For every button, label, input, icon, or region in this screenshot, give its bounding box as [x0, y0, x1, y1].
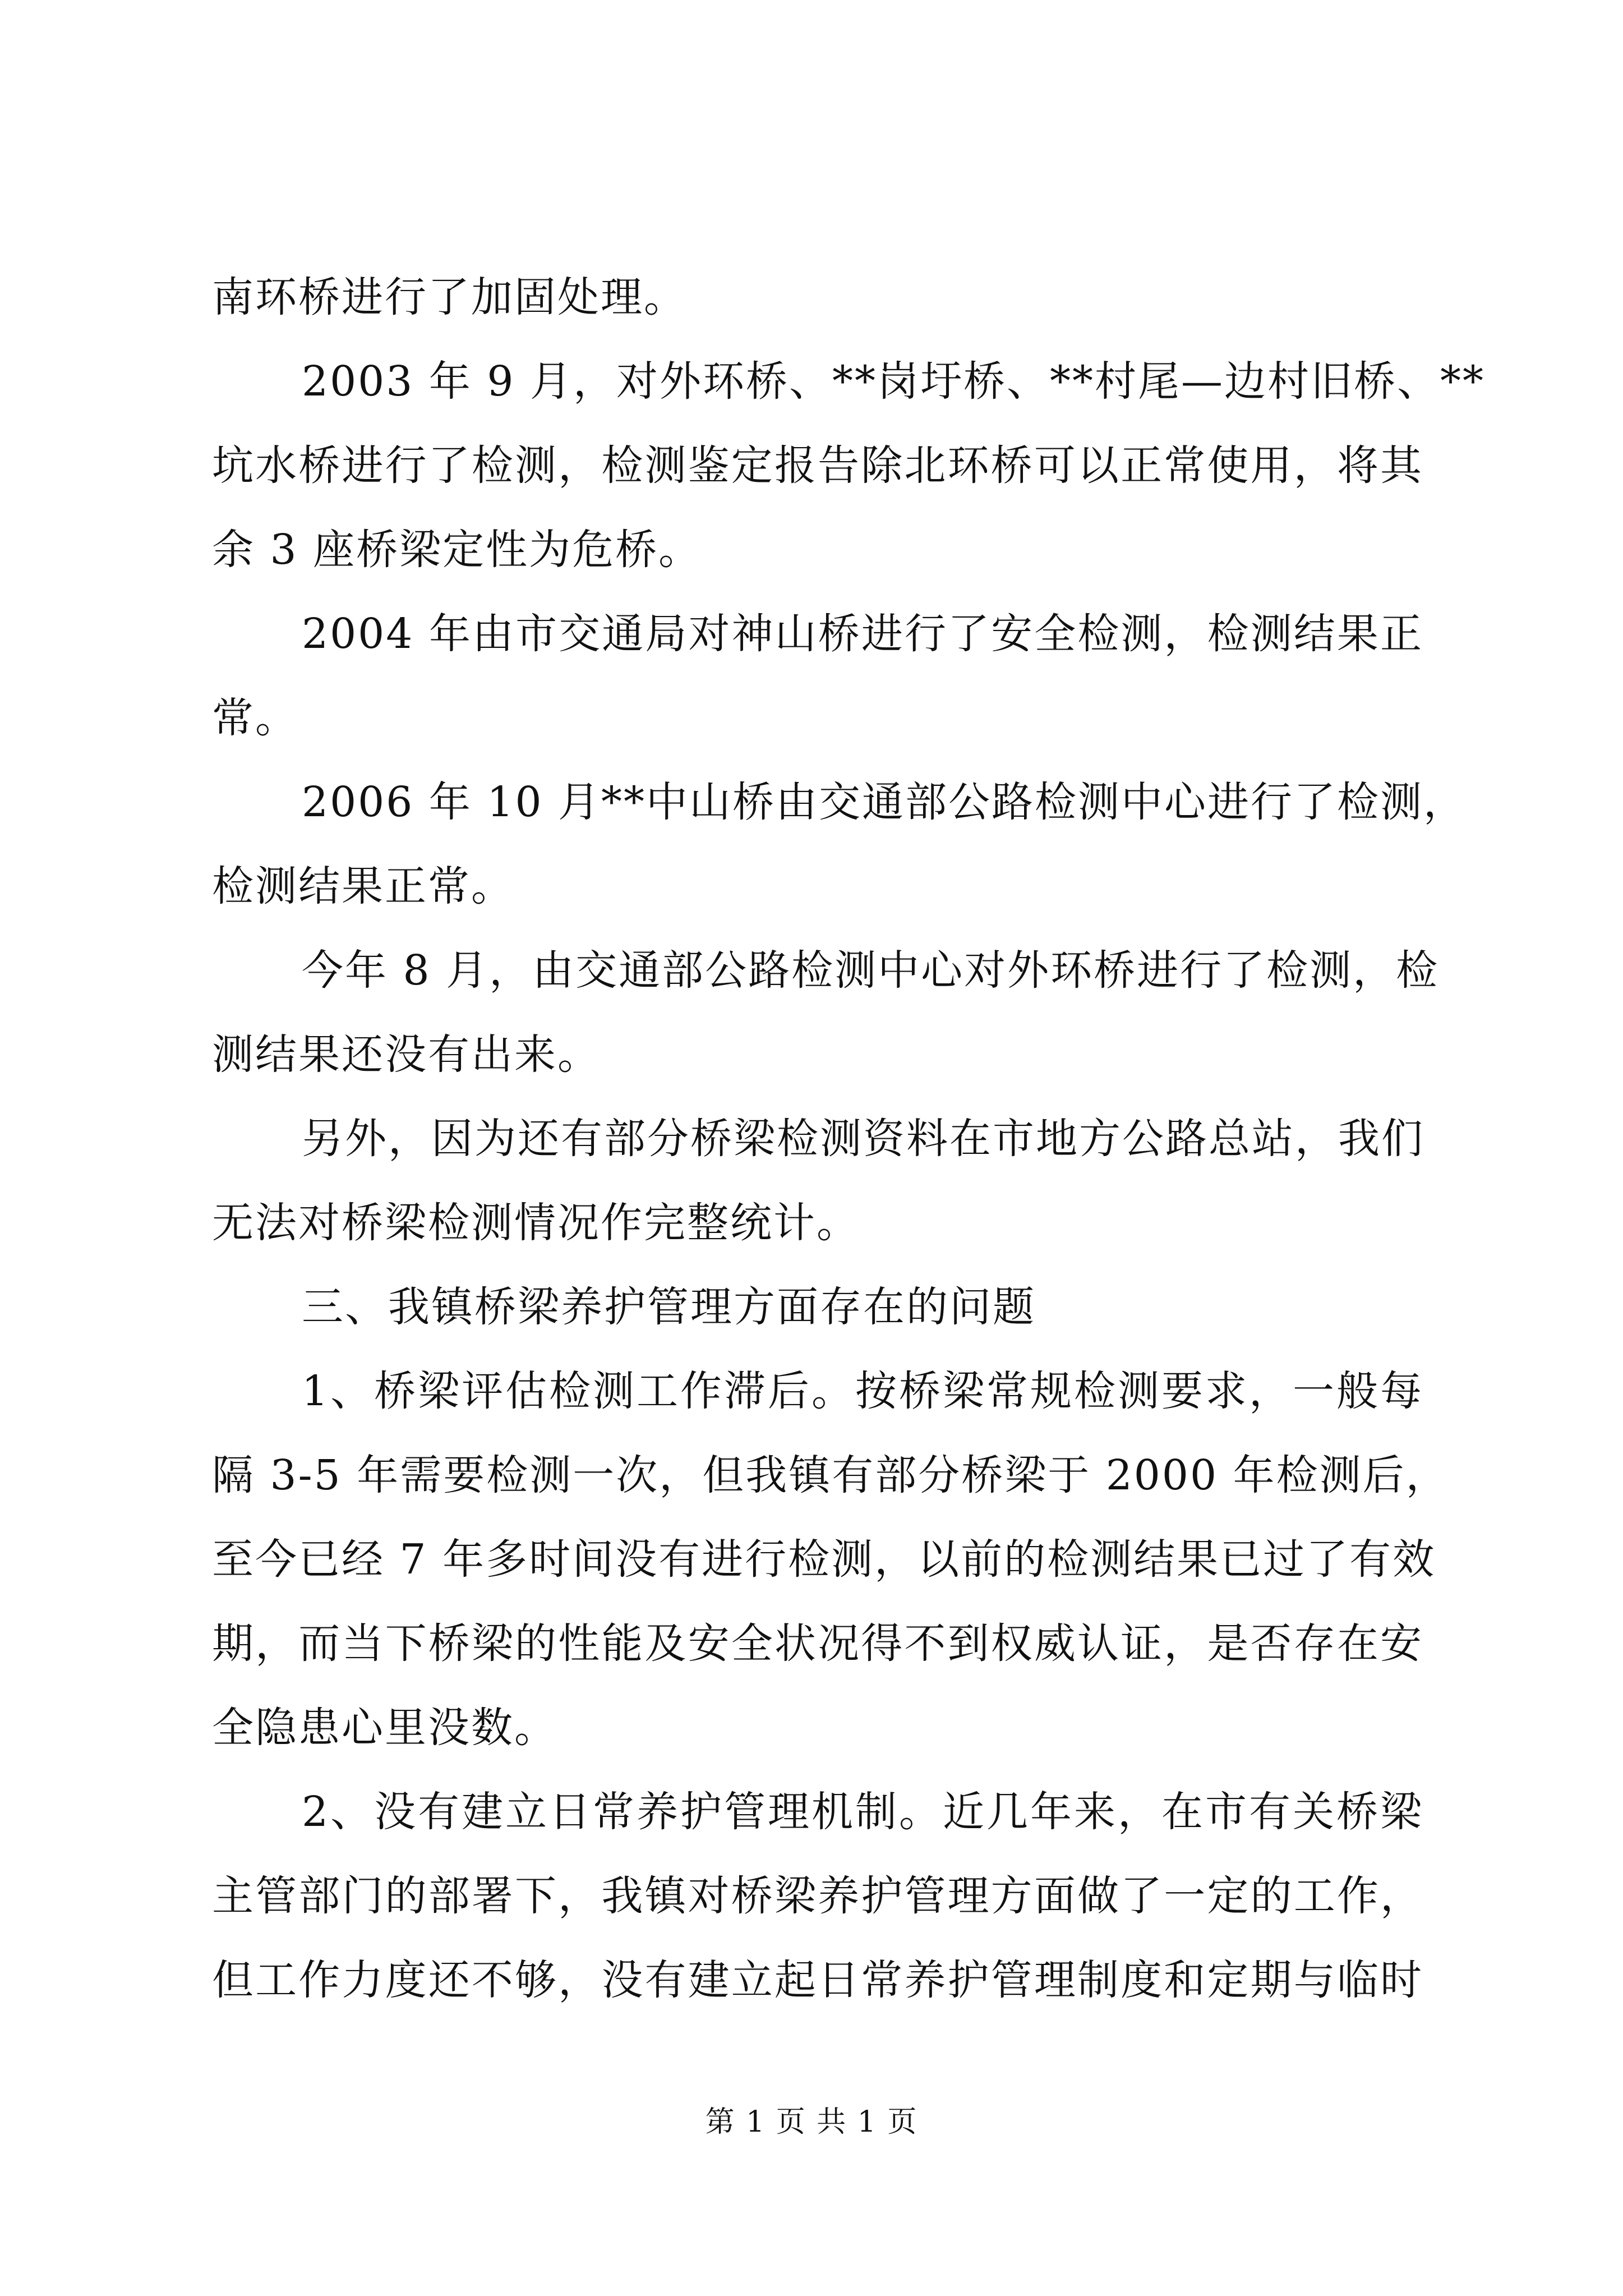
text-line: 测结果还没有出来。	[212, 1030, 601, 1079]
text-line: 隔 3-5 年需要检测一次，但我镇有部分桥梁于 2000 年检测后，	[212, 1451, 1449, 1499]
text-line: 今年 8 月，由交通部公路检测中心对外环桥进行了检测，检	[302, 946, 1440, 995]
text-line: 至今已经 7 年多时间没有进行检测，以前的检测结果已过了有效	[212, 1535, 1436, 1584]
text-line: 期，而当下桥梁的性能及安全状况得不到权威认证，是否存在安	[212, 1619, 1423, 1668]
text-line: 2004 年由市交通局对神山桥进行了安全检测，检测结果正	[302, 610, 1423, 658]
page-footer: 第 1 页 共 1 页	[705, 2105, 918, 2139]
text-line: 主管部门的部署下，我镇对桥梁养护管理方面做了一定的工作，	[212, 1872, 1423, 1920]
text-line: 另外，因为还有部分桥梁检测资料在市地方公路总站，我们	[302, 1115, 1424, 1163]
text-line: 2003 年 9 月，对外环桥、**岗圩桥、**村尾—边村旧桥、**	[302, 357, 1485, 406]
text-line: 1、桥梁评估检测工作滞后。按桥梁常规检测要求，一般每	[302, 1367, 1423, 1415]
text-line: 但工作力度还不够，没有建立起日常养护管理制度和定期与临时	[212, 1956, 1423, 2004]
text-line: 南环桥进行了加固处理。	[212, 273, 687, 321]
text-line: 三、我镇桥梁养护管理方面存在的问题	[302, 1283, 1036, 1331]
text-line: 全隐患心里没数。	[212, 1704, 557, 1752]
text-line: 无法对桥梁检测情况作完整统计。	[212, 1199, 860, 1247]
text-line: 坑水桥进行了检测，检测鉴定报告除北环桥可以正常使用，将其	[212, 441, 1423, 490]
text-line: 常。	[212, 694, 298, 742]
text-line: 余 3 座桥梁定性为危桥。	[212, 526, 702, 574]
text-line: 2、没有建立日常养护管理机制。近几年来，在市有关桥梁	[302, 1788, 1423, 1836]
text-line: 检测结果正常。	[212, 862, 514, 910]
text-line: 2006 年 10 月**中山桥由交通部公路检测中心进行了检测，	[302, 778, 1467, 826]
document-body	[212, 255, 1485, 2022]
